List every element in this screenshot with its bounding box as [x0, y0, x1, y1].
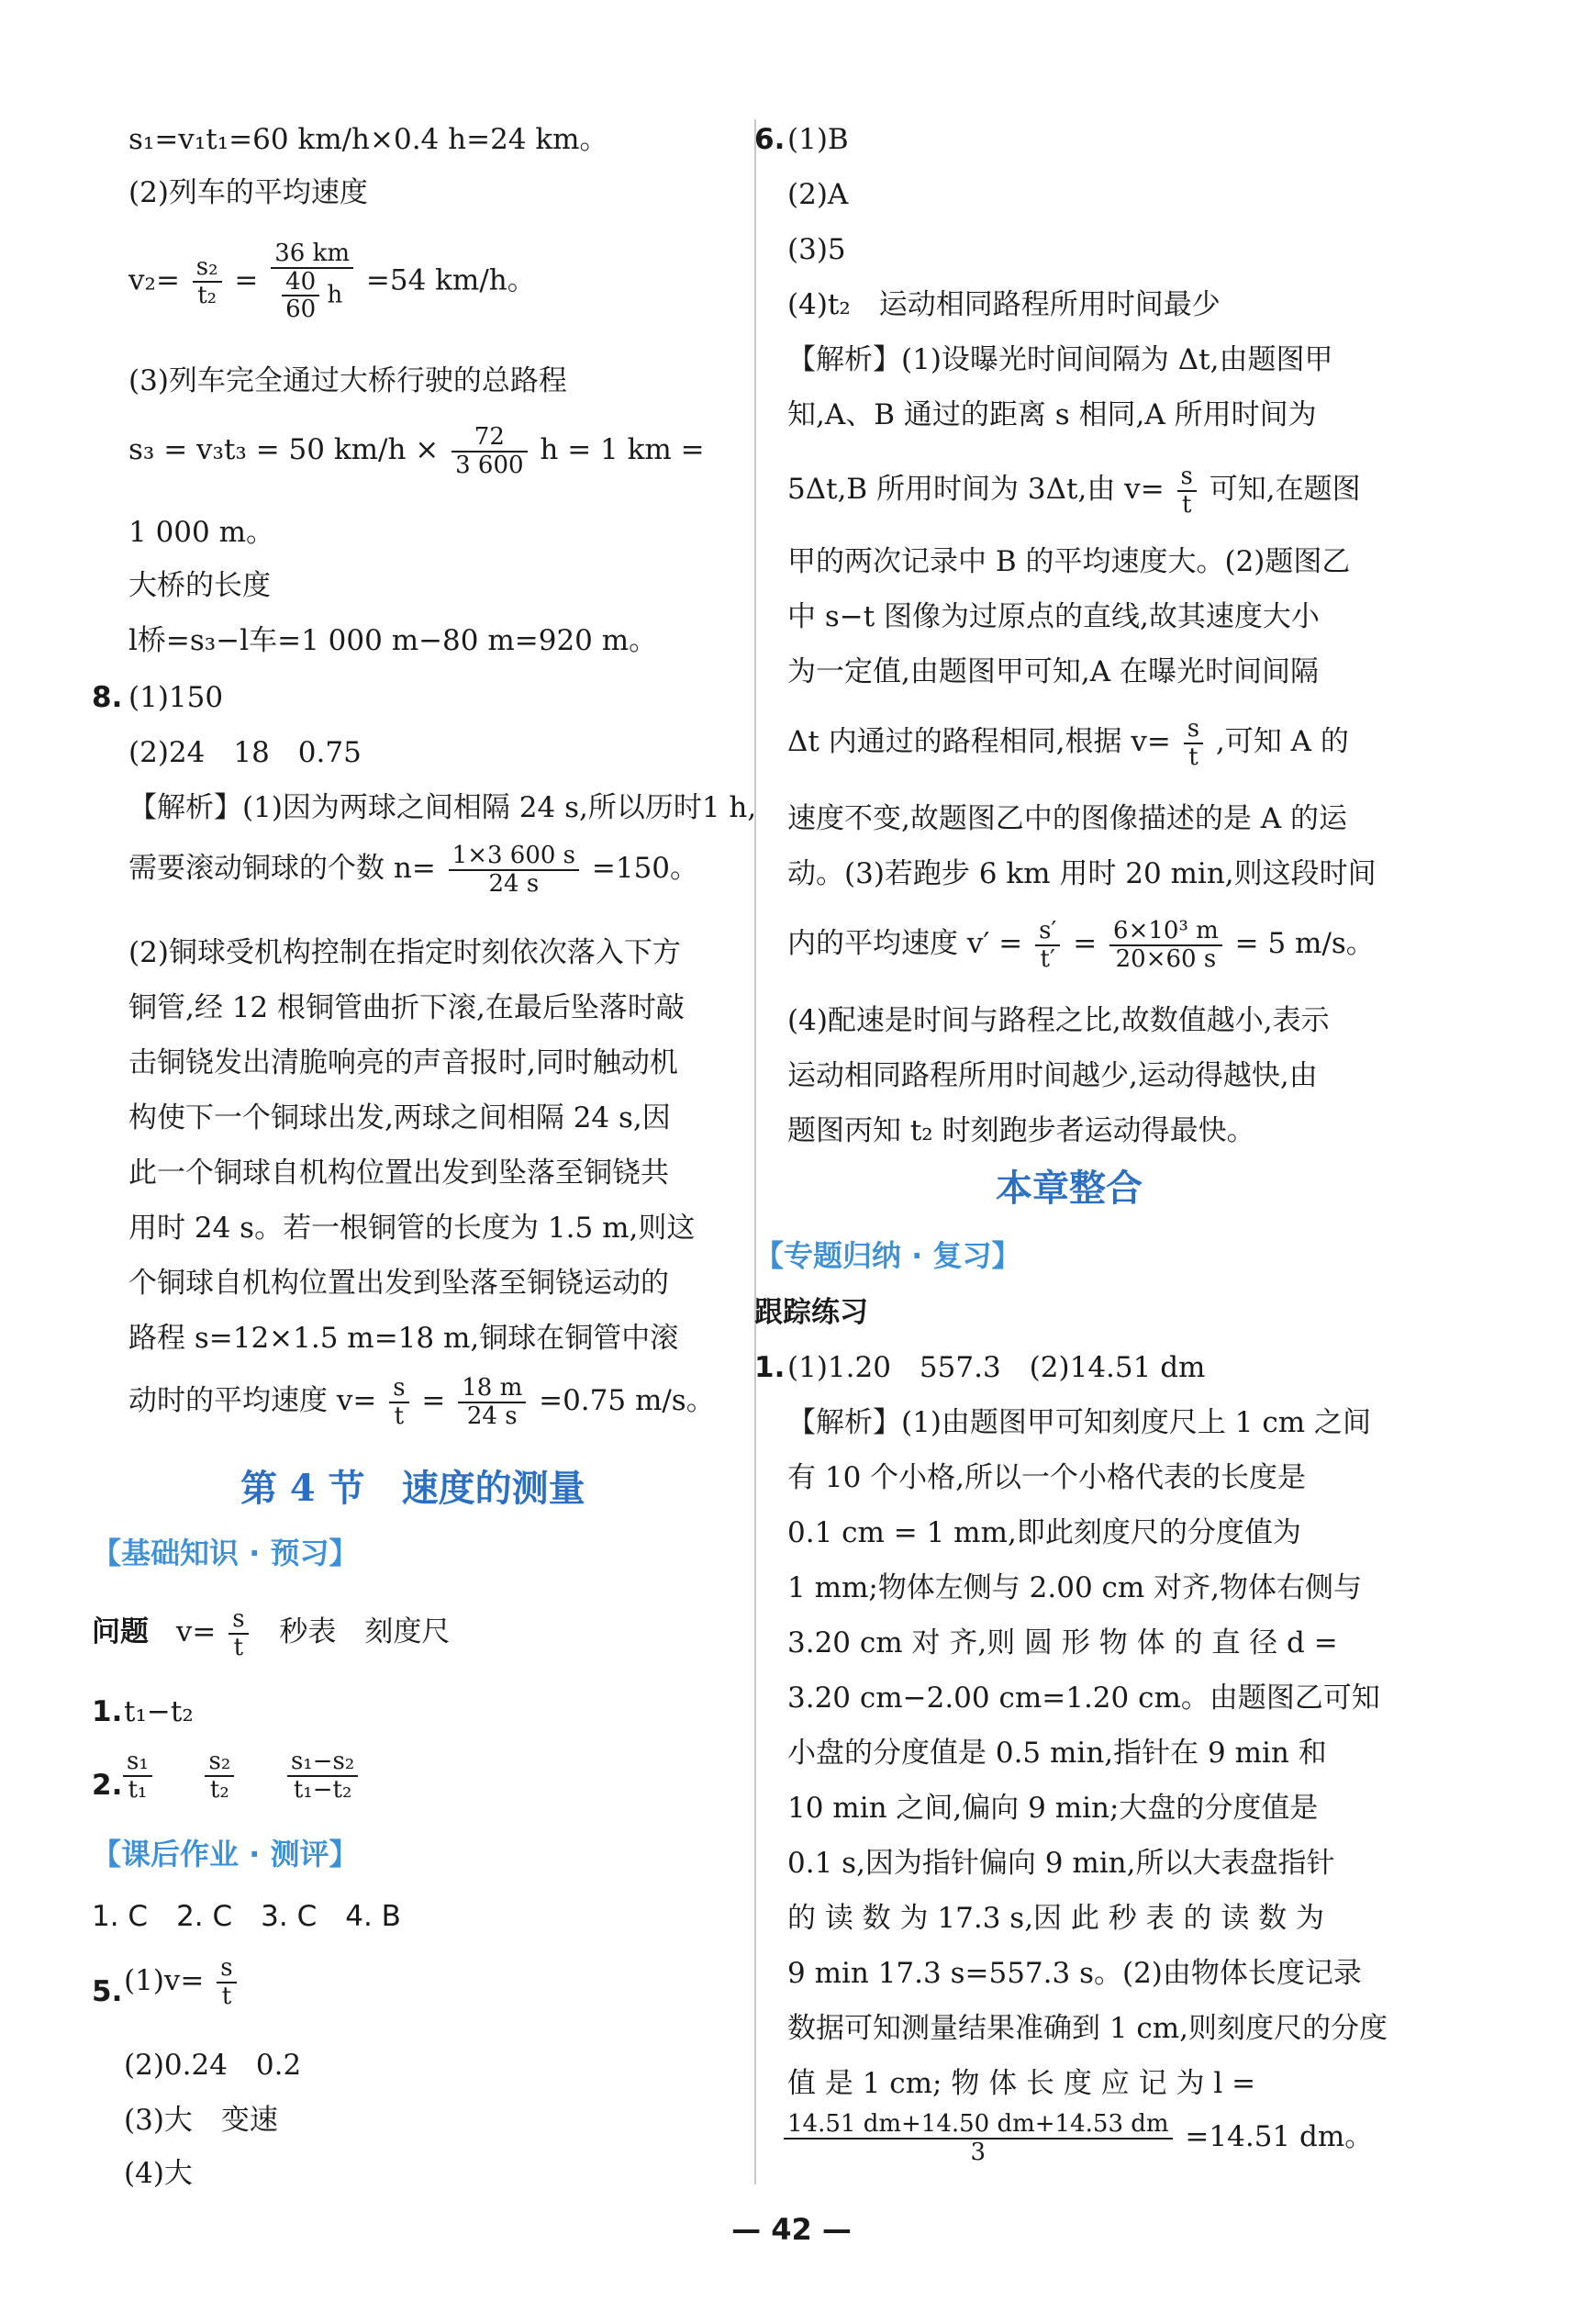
answer-line: (3)5	[787, 233, 846, 266]
question-number: 1.	[92, 1695, 123, 1728]
answer-line: 问题 v= $\frac{s}{t}$ 秒表 刻度尺	[92, 1605, 451, 1661]
formula-line: 需要滚动铜球的个数 n= $\frac{1\times 3 600 s}{24 s}$ =150。	[128, 842, 699, 898]
analysis-line: 击铜铙发出清脆响亮的声音报时,同时触动机	[128, 1046, 678, 1079]
analysis-line: 【解析】(1)由题图甲可知刻度尺上 1 cm 之间	[787, 1406, 1371, 1439]
analysis-line: 0.1 cm = 1 mm,即此刻度尺的分度值为	[787, 1516, 1301, 1549]
text-line: 1 000 m。	[128, 516, 274, 549]
fraction: $\frac{s}{t}$	[229, 1606, 248, 1660]
analysis-line: 值 是 1 cm; 物 体 长 度 应 记 为 l =	[787, 2067, 1256, 2100]
analysis-line: 9 min 17.3 s=557.3 s。(2)由物体长度记录	[787, 1957, 1362, 1990]
fraction: $\frac{\text{s₁−s₂}}{\text{t₁−t₂}}$	[287, 1749, 358, 1803]
fraction: $\frac{14.51 dm+14.50 dm+14.53 dm}{3}$	[784, 2111, 1173, 2165]
analysis-line: 铜管,经 12 根铜管曲折下滚,在最后坠落时敲	[128, 991, 685, 1024]
formula-text: =	[234, 263, 259, 297]
fraction: $\frac{s}{t}$	[1177, 464, 1197, 518]
formula-line: 内的平均速度 v′ = $\frac{s'}{t'}$ = $\frac{\text{6×10³ m}}{20\times 60 s}$ = 5 m/s。	[787, 917, 1375, 973]
answer-line: (3)大 变速	[124, 2104, 278, 2137]
text-line: l桥=s₃−l车=1 000 m−80 m=920 m。	[128, 624, 658, 657]
subsection-heading: 【基础知识 · 预习】	[92, 1536, 359, 1570]
subsection-heading: 【专题归纳 · 复习】	[754, 1238, 1021, 1273]
answer-line: 1. C 2. C 3. C 4. B	[92, 1900, 401, 1933]
formula-line: 5Δt,B 所用时间为 3Δt,由 v= $\frac{s}{t}$ 可知,在题图	[787, 463, 1361, 519]
text-line: s₁=v₁t₁=60 km/h×0.4 h=24 km。	[128, 123, 608, 156]
formula-text: =54 km/h。	[365, 263, 536, 297]
analysis-line: 题图丙知 t₂ 时刻跑步者运动得最快。	[787, 1114, 1255, 1147]
analysis-line: 有 10 个小格,所以一个小格代表的长度是	[787, 1461, 1307, 1494]
analysis-line: 此一个铜球自机构位置出发到坠落至铜铙共	[128, 1156, 669, 1190]
fraction: $\frac{\text{s₂}}{\text{t₂}}$	[205, 1749, 234, 1803]
analysis-line: 运动相同路程所用时间越少,运动得越快,由	[787, 1059, 1318, 1092]
question-number: 8.	[92, 681, 123, 714]
answer-line: (2)0.24 0.2	[124, 2049, 302, 2082]
text-line: (2)列车的平均速度	[128, 176, 368, 209]
analysis-line: 构使下一个铜球出发,两球之间相隔 24 s,因	[128, 1101, 671, 1134]
fraction: $\frac{\text{6×10³ m}}{20\times 60 s}$	[1109, 918, 1222, 972]
fraction: $\frac{1\times 3 600 s}{24 s}$	[449, 843, 579, 897]
analysis-line: 【解析】(1)设曝光时间间隔为 Δt,由题图甲	[787, 343, 1333, 376]
answer-line: (1)B	[787, 123, 849, 156]
question-number: 1.	[754, 1351, 786, 1384]
formula-line: $\frac{14.51 dm+14.50 dm+14.53 dm}{3}$ =14.51 dm。	[780, 2111, 1373, 2165]
answer-line: t₁−t₂	[124, 1695, 194, 1728]
answer-line: (1)1.20 557.3 (2)14.51 dm	[787, 1351, 1206, 1384]
question-number: 5.	[92, 1975, 123, 2008]
answer-line	[119, 1749, 362, 1803]
fraction: $\frac{72}{3 600}$	[451, 424, 527, 478]
answer-line: (1)150	[128, 681, 224, 714]
analysis-line: 路程 s=12×1.5 m=18 m,铜球在铜管中滚	[128, 1322, 679, 1355]
analysis-line: 知,A、B 通过的距离 s 相同,A 所用时间为	[787, 398, 1317, 431]
analysis-line: 0.1 s,因为指针偏向 9 min,所以大表盘指针	[787, 1847, 1335, 1880]
analysis-line: 速度不变,故题图乙中的图像描述的是 A 的运	[787, 802, 1347, 835]
analysis-line: (2)铜球受机构控制在指定时刻依次落入下方	[128, 936, 681, 969]
formula-line	[128, 240, 536, 323]
fraction: $\frac{18 m}{24 s}$	[458, 1375, 526, 1429]
fraction: $\frac{s}{t}$	[217, 1955, 236, 2009]
formula-line: Δt 内通过的路程相同,根据 v= $\frac{s}{t}$ ,可知 A 的	[787, 715, 1349, 771]
analysis-line: 为一定值,由题图甲可知,A 在曝光时间间隔	[787, 655, 1319, 688]
fraction: $\frac{s'}{t'}$	[1035, 918, 1060, 972]
answer-line: (2)24 18 0.75	[128, 736, 362, 769]
analysis-line: 用时 24 s。若一根铜管的长度为 1.5 m,则这	[128, 1212, 696, 1245]
text-line: 大桥的长度	[128, 569, 271, 602]
analysis-line: 3.20 cm−2.00 cm=1.20 cm。由题图乙可知	[787, 1682, 1380, 1715]
analysis-line: 【解析】(1)因为两球之间相隔 24 s,所以历时1 h,	[128, 791, 757, 824]
question-number: 2.	[92, 1769, 123, 1802]
page-number: — 42 —	[731, 2212, 852, 2247]
fraction: 36 km $\frac{40}{60}$ h	[271, 240, 353, 323]
formula-text: v₂=	[128, 263, 180, 297]
answer-line: (4)t₂ 运动相同路程所用时间最少	[787, 288, 1221, 321]
formula-line: s₃ = v₃t₃ = 50 km/h × $\frac{72}{3 600}$ h = 1 km =	[128, 423, 705, 479]
section-title: 第 4 节 速度的测量	[240, 1467, 585, 1510]
answer-line: (2)A	[787, 178, 849, 211]
fraction: $\frac{s}{t}$	[1184, 716, 1203, 770]
track-practice-label: 跟踪练习	[754, 1296, 868, 1329]
answer-line: (1)v= $\frac{s}{t}$	[124, 1955, 240, 2009]
question-number: 6.	[754, 123, 786, 156]
chapter-title: 本章整合	[996, 1167, 1143, 1210]
analysis-line: 的 读 数 为 17.3 s,因 此 秒 表 的 读 数 为	[787, 1902, 1325, 1935]
analysis-line: 1 mm;物体左侧与 2.00 cm 对齐,物体右侧与	[787, 1571, 1363, 1604]
analysis-line: 个铜球自机构位置出发到坠落至铜铙运动的	[128, 1267, 669, 1300]
text-line: (3)列车完全通过大桥行驶的总路程	[128, 364, 567, 397]
subsection-heading: 【课后作业 · 测评】	[92, 1837, 359, 1871]
analysis-line: 动。(3)若跑步 6 km 用时 20 min,则这段时间	[787, 857, 1377, 890]
analysis-line: 10 min 之间,偏向 9 min;大盘的分度值是	[787, 1792, 1319, 1825]
analysis-line: 数据可知测量结果准确到 1 cm,则刻度尺的分度	[787, 2012, 1388, 2045]
analysis-line: 小盘的分度值是 0.5 min,指针在 9 min 和	[787, 1737, 1327, 1770]
analysis-line: (4)配速是时间与路程之比,故数值越小,表示	[787, 1004, 1330, 1037]
analysis-line: 3.20 cm 对 齐,则 圆 形 物 体 的 直 径 d =	[787, 1626, 1338, 1659]
analysis-line: 中 s−t 图像为过原点的直线,故其速度大小	[787, 600, 1320, 633]
analysis-line: 甲的两次记录中 B 的平均速度大。(2)题图乙	[787, 545, 1351, 578]
fraction: $\frac{\text{s₁}}{\text{t₁}}$	[123, 1749, 152, 1803]
fraction: $\frac{s}{t}$	[389, 1375, 408, 1429]
answer-line: (4)大	[124, 2157, 193, 2190]
formula-line: 动时的平均速度 v= $\frac{s}{t}$ = $\frac{18 m}{24 s}$ =0.75 m/s。	[128, 1374, 715, 1430]
fraction: $\frac{\text{s₂}}{\text{t₂}}$	[193, 254, 222, 308]
column-divider	[754, 119, 756, 2184]
